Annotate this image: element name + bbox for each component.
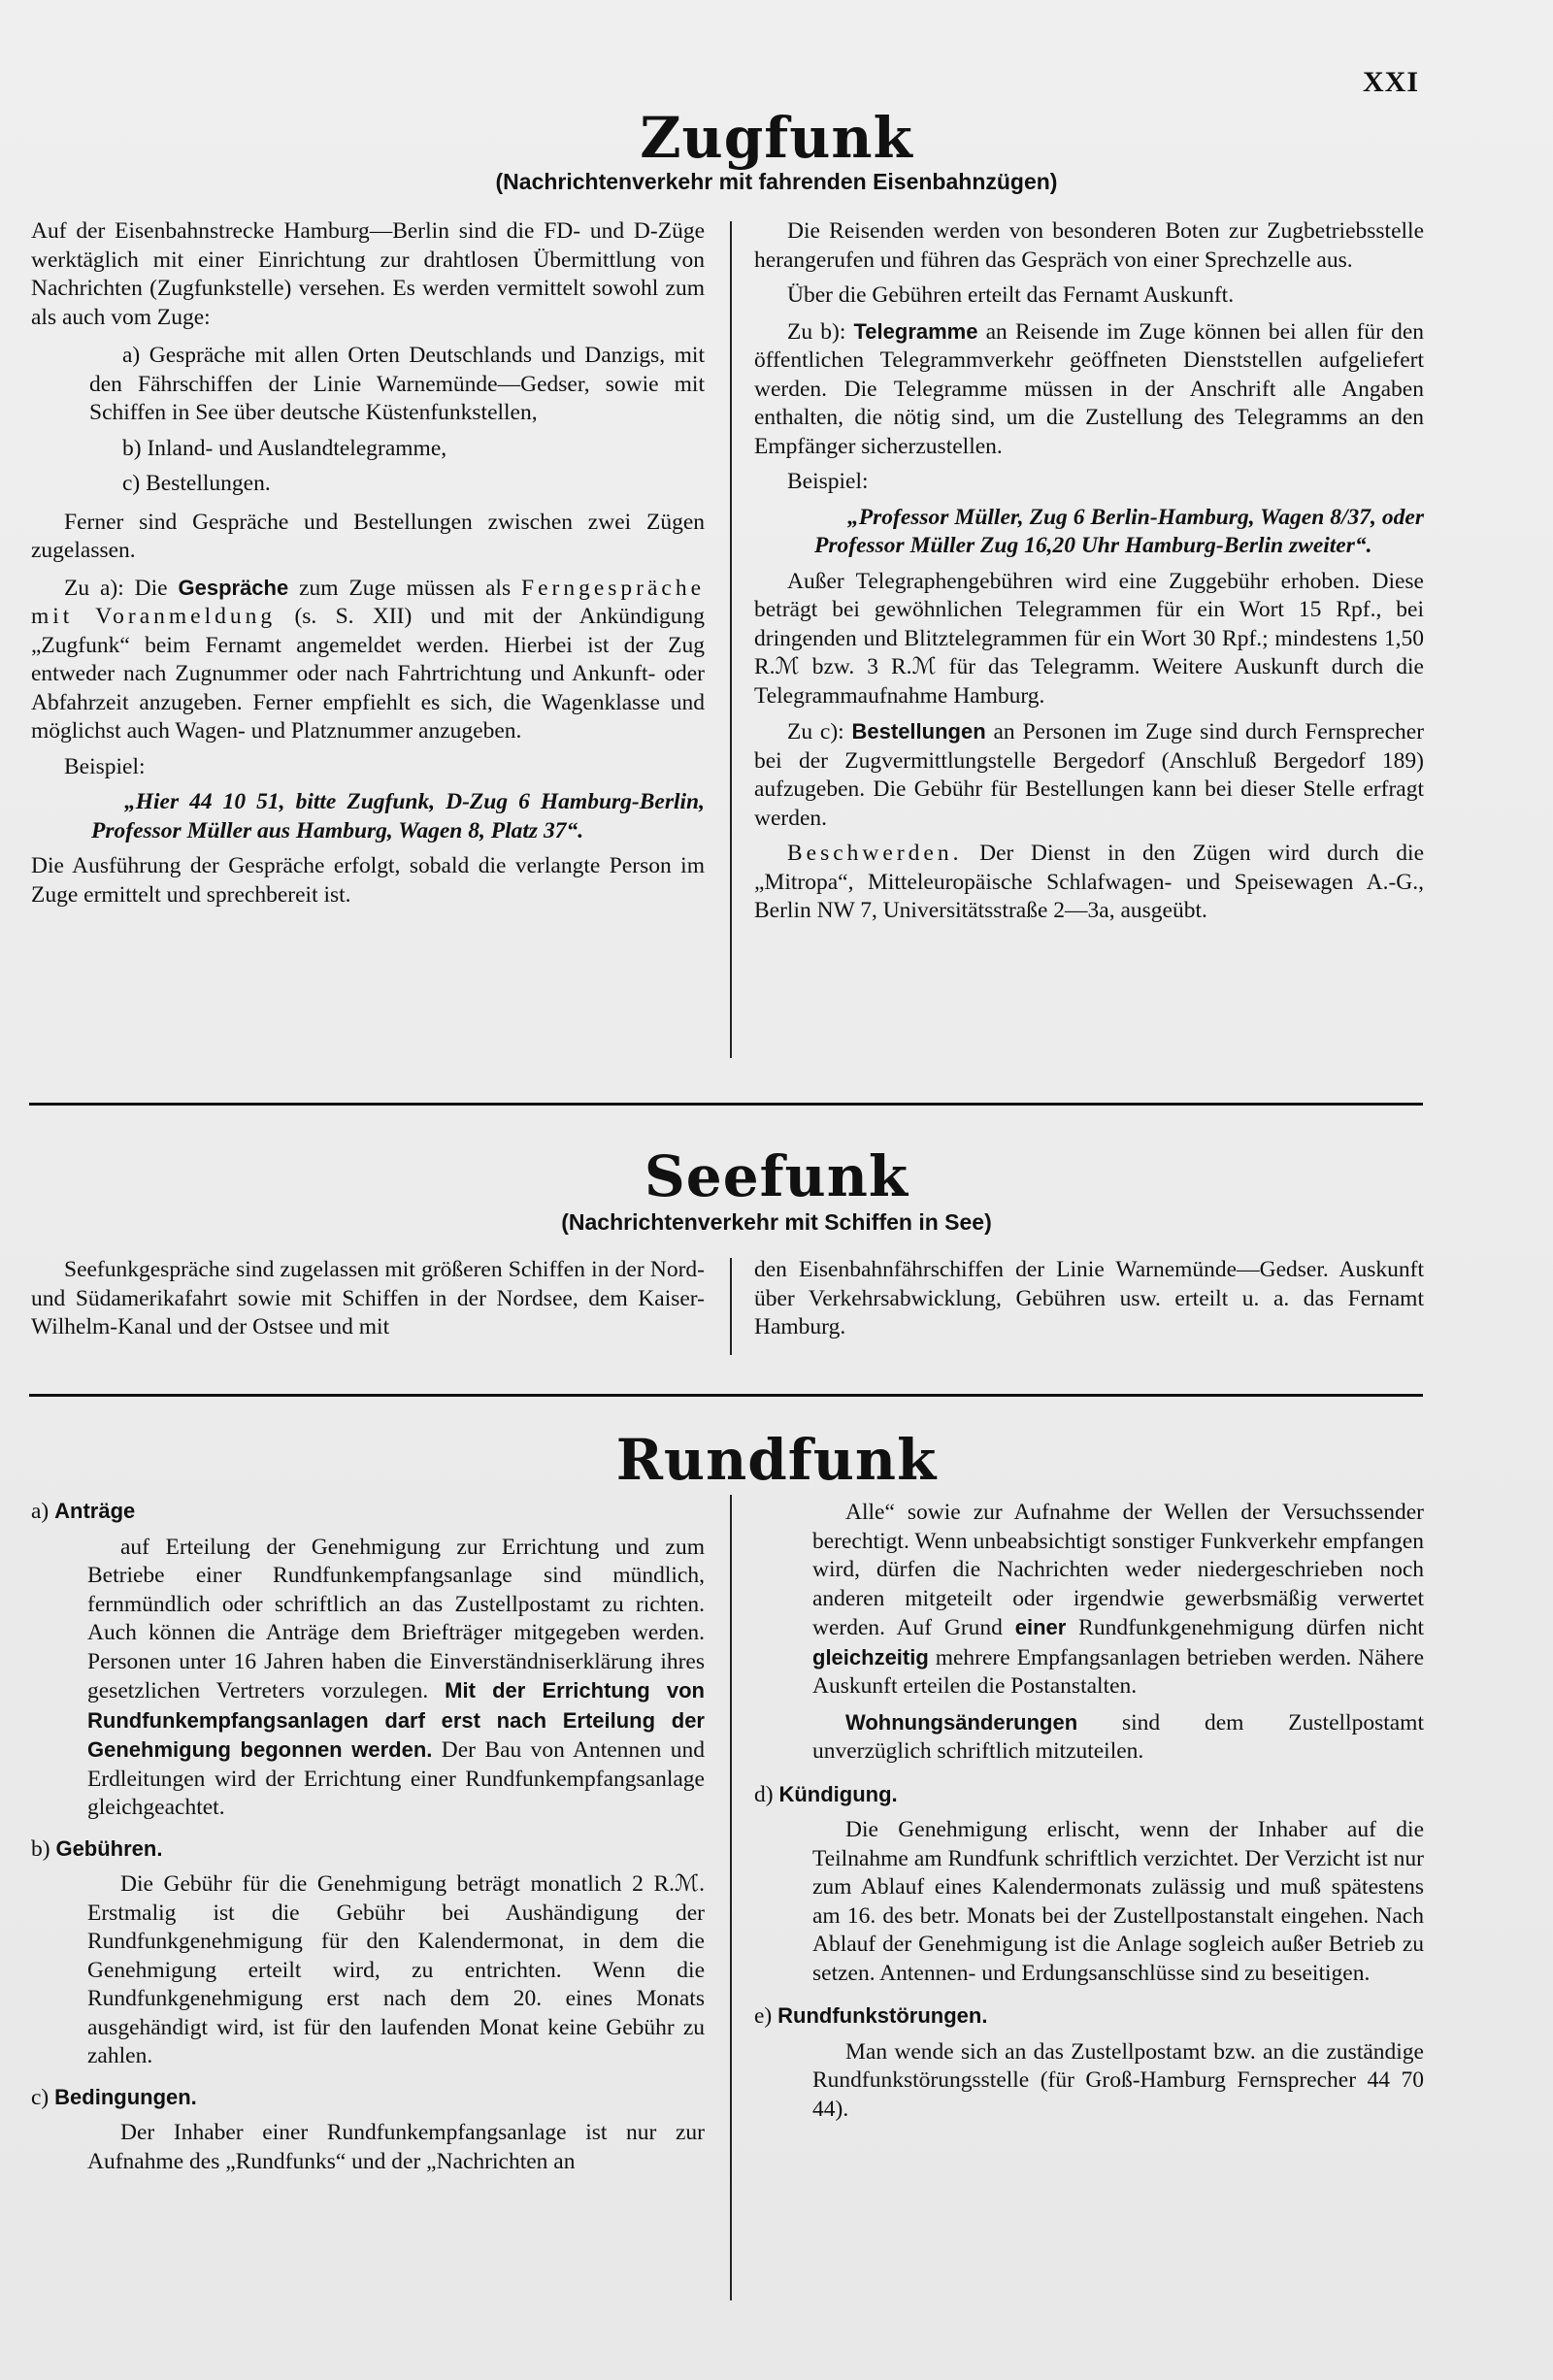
rundfunk-c-text: Der Inhaber einer Rundfunkempfangsanlage ist nur zur Aufnahme des „Rundfunks“ und der „Nachrichten an bbox=[87, 2120, 705, 2174]
zugfunk-ferner: Ferner sind Gespräche und Bestellungen zwischen zwei Zügen zugelassen. bbox=[31, 509, 705, 563]
seefunk-title: Seefunk bbox=[644, 1143, 909, 1209]
zugfunk-zu-a: Zu a): Die Gespräche zum Zuge müssen als Ferngespräche mit Voranmeldung (s. S. XII) und mit der Ankündigung „Zugfunk“ beim Fernamt angemeldet werden. Hierbei ist der Zug entweder nach Zugnummer oder nach Fahrtrichtung und Ankunft- oder Abfahrzeit anzugeben. Ferner empfiehlt es sich, die Wagenklasse und möglichst auch Wagen- und Platznummer anzugeben. bbox=[31, 575, 706, 744]
zugfunk-beschwerden: Beschwerden. Der Dienst in den Zügen wird durch die „Mitropa“, Mitteleuropäische Schlafwagen- und Speisewagen A.-G., Berlin NW 7, Universitätsstraße 2—3a, ausgeübt. bbox=[754, 841, 1425, 923]
zugfunk-beispiel: „Hier 44 10 51, bitte Zugfunk, D-Zug 6 Hamburg-Berlin, Professor Müller aus Hamburg, Wagen 8, Platz 37“. bbox=[91, 789, 705, 843]
zugfunk-ausser: Außer Telegraphengebühren wird eine Zuggebühr erhoben. Diese beträgt bei gewöhnlichen Telegrammen für ein Wort 15 Rpf., bei dringenden und Blitztelegrammen für ein Wort 30 Rpf.; mindestens 1,50 R.ℳ bzw. 3 R.ℳ für das Telegramm. Weitere Auskunft durch die Telegrammaufnahme Hamburg. bbox=[754, 568, 1424, 709]
rundfunk-heading-c: c) Bedingungen. bbox=[31, 2084, 197, 2110]
zugfunk-item-b: b) Inland- und Auslandtelegramme, bbox=[122, 435, 447, 461]
rundfunk-d-text: Die Genehmigung erlischt, wenn der Inhaber auf die Teilnahme am Rundfunk schriftlich verzichtet. Der Verzicht ist nur zum Ablauf eines Kalendermonats zulässig und muß spätestens am 16. des betr. Monats bei der Zustellpostanstalt eingehen. Nach Ablauf der Genehmigung ist die Anlage sogleich außer Betrieb zu setzen. Antennen- und Erdungsanschlüsse sind zu beseitigen. bbox=[812, 1817, 1424, 1986]
rundfunk-heading-b: b) Gebühren. bbox=[31, 1835, 163, 1862]
zugfunk-beispiel-label: Beispiel: bbox=[64, 753, 146, 779]
zugfunk-reisenden: Die Reisenden werden von besonderen Boten zur Zugbetriebsstelle herangerufen und führen das Gespräch von einer Sprechzelle aus. bbox=[754, 218, 1424, 273]
section-rule-1 bbox=[29, 1103, 1423, 1106]
zugfunk-right-beispiel-label: Beispiel: bbox=[787, 469, 869, 494]
zugfunk-title: Zugfunk bbox=[640, 105, 913, 171]
zugfunk-zu-b: Zu b): Telegramme an Reisende im Zuge können bei allen für den öffentlichen Telegrammverkehr geöffneten Dienststellen aufgeliefert werden. Die Telegramme müssen in der Anschrift alle Angaben enthalten, die nötig sind, um die Zustellung des Telegramms an den Empfänger sicherzustellen. bbox=[754, 318, 1425, 459]
rundfunk-heading-d: d) Kündigung. bbox=[754, 1781, 898, 1807]
rundfunk-heading-e: e) Rundfunkstörungen. bbox=[754, 2003, 988, 2029]
rundfunk-heading-a: a) Anträge bbox=[31, 1499, 136, 1524]
seefunk-right-column bbox=[754, 1256, 1424, 1349]
rundfunk-column-divider bbox=[730, 1495, 732, 2300]
page-number: XXI bbox=[1362, 66, 1419, 98]
zugfunk-ausfuehrung: Die Ausführung der Gespräche erfolgt, sobald die verlangte Person im Zuge ermittelt und sprechbereit ist. bbox=[31, 853, 705, 908]
zugfunk-subtitle: (Nachrichtenverkehr mit fahrenden Eisenbahnzügen) bbox=[495, 169, 1058, 194]
seefunk-left-column bbox=[31, 1256, 705, 1349]
section-rule-2 bbox=[29, 1394, 1423, 1397]
zugfunk-intro: Auf der Eisenbahnstrecke Hamburg—Berlin sind die FD- und D-Züge werktäglich mit einer Einrichtung zur drahtlosen Übermittlung von Nachrichten (Zugfunkstelle) versehen. Es werden vermittelt sowohl zum als auch vom Zuge: bbox=[31, 218, 705, 330]
zugfunk-left-column bbox=[31, 217, 705, 916]
rundfunk-e-text: Man wende sich an das Zustellpostamt bzw. an die zuständige Rundfunkstörungsstelle (für Groß-Hamburg Fernsprecher 44 70 44). bbox=[812, 2038, 1424, 2122]
rundfunk-a-text: auf Erteilung der Genehmigung zur Errichtung und zum Betriebe einer Rundfunkempfangsanlage sind mündlich, fernmündlich oder schriftlich an das Zustellpostamt zu richten. Auch können die Anträge dem Briefträger mitgegeben werden. Personen unter 16 Jahren haben die Einverständniserklärung ihres gesetzlichen Vertreters vorzulegen. Mit der Errichtung von Rundfunkempfangsanlagen darf erst nach Erteilung der Genehmigung begonnen werden. Der Bau von Antennen und Erdleitungen wird der Errichtung einer Rundfunkempfangsanlage gleichgeachtet. bbox=[87, 1534, 705, 1820]
seefunk-subtitle: (Nachrichtenverkehr mit Schiffen in See) bbox=[561, 1209, 992, 1235]
zugfunk-item-a: a) Gespräche mit allen Orten Deutschlands und Danzigs, mit den Fährschiffen der Linie Warnemünde—Gedser, sowie mit Schiffen in See über deutsche Küstenfunkstellen, bbox=[89, 343, 705, 425]
rundfunk-title: Rundfunk bbox=[615, 1427, 938, 1493]
zugfunk-right-column bbox=[754, 217, 1424, 933]
seefunk-left-text: Seefunkgespräche sind zugelassen mit größeren Schiffen in der Nord- und Südamerikafahrt sowie mit Schiffen in der Nordsee, dem Kaiser-Wilhelm-Kanal und der Ostsee und mit bbox=[31, 1257, 705, 1339]
zugfunk-zu-c: Zu c): Bestellungen an Personen im Zuge sind durch Fernsprecher bei der Zugvermittlungstelle Bergedorf (Anschluß Bergedorf 189) aufzugeben. Die Gebühr für Bestellungen kann bei dieser Stelle erfragt werden. bbox=[754, 719, 1425, 831]
zugfunk-column-divider bbox=[730, 221, 732, 1058]
rundfunk-wohnung: Wohnungsänderungen sind dem Zustellpostamt unverzüglich schriftlich mitzuteilen. bbox=[812, 1709, 1424, 1764]
zugfunk-right-beispiel: „Professor Müller, Zug 6 Berlin-Hamburg, Wagen 8/37, oder Professor Müller Zug 16,20 Uhr Hamburg-Berlin zweiter“. bbox=[814, 504, 1424, 558]
zugfunk-gebuehren: Über die Gebühren erteilt das Fernamt Auskunft. bbox=[787, 282, 1235, 308]
zugfunk-item-c: c) Bestellungen. bbox=[122, 471, 271, 496]
rundfunk-right-column bbox=[754, 1499, 1424, 2131]
rundfunk-c-continued: Alle“ sowie zur Aufnahme der Wellen der Versuchssender berechtigt. Wenn unbeabsichtigt sonstiger Funkverkehr empfangen wird, dürfen die Nachrichten weder niedergeschrieben noch anderen mitgeteilt oder irgendwie gewerbsmäßig verwertet werden. Auf Grund einer Rundfunkgenehmigung dürfen nicht gleichzeitig mehrere Empfangsanlagen betrieben werden. Nähere Auskunft erteilen die Postanstalten. bbox=[812, 1500, 1425, 1699]
rundfunk-b-text: Die Gebühr für die Genehmigung beträgt monatlich 2 R.ℳ. Erstmalig ist die Gebühr bei Aushändigung der Rundfunkgenehmigung für den Kalendermonat, in dem die Genehmigung erteilt wird, zu entrichten. Wenn die Rundfunkgenehmigung erst nach dem 20. eines Monats ausgehändigt wird, ist für den laufenden Monat keine Gebühr zu zahlen. bbox=[87, 1871, 705, 2068]
rundfunk-left-column bbox=[31, 1497, 705, 2183]
seefunk-column-divider bbox=[730, 1258, 732, 1355]
seefunk-right-text: den Eisenbahnfährschiffen der Linie Warnemünde—Gedser. Auskunft über Verkehrsabwicklung, Gebühren usw. erteilt u. a. das Fernamt Hamburg. bbox=[754, 1257, 1424, 1339]
